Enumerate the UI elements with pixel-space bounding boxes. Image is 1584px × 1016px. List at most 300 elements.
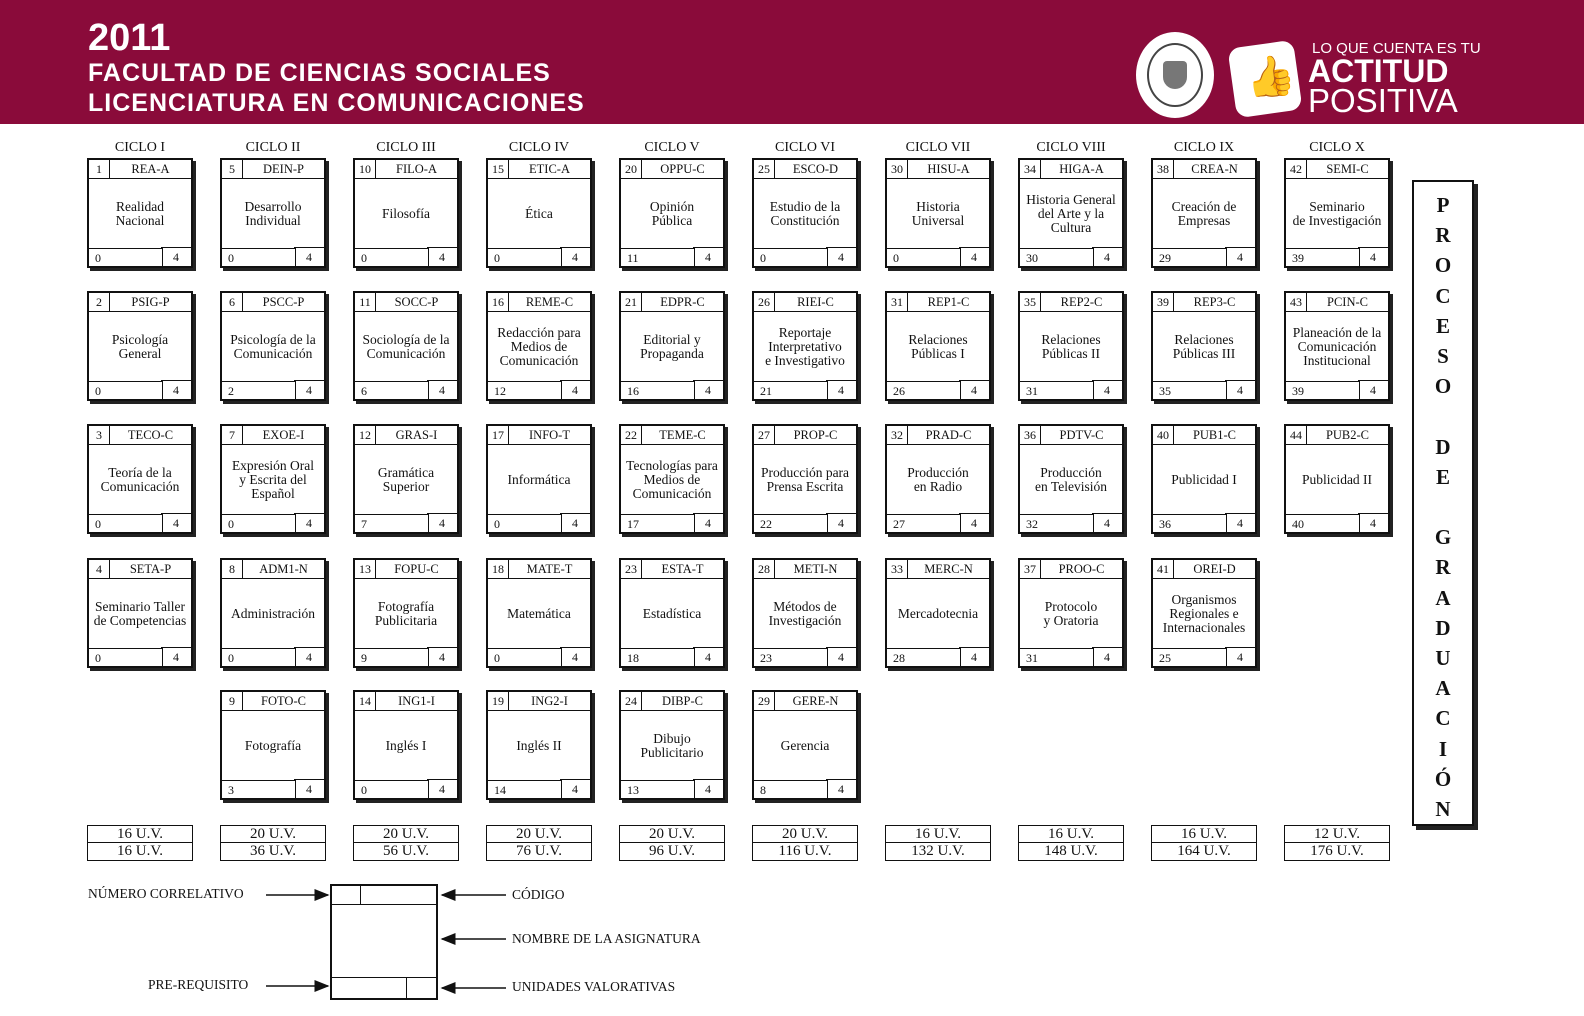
- course-name: Relaciones Públicas I: [908, 332, 968, 361]
- course-number: 14: [355, 692, 376, 711]
- course-code: PROP-C: [775, 426, 856, 445]
- graduation-process-box: [1412, 180, 1474, 826]
- course-code: TECO-C: [110, 426, 191, 445]
- course-units: 4: [1225, 247, 1255, 266]
- course-code: DIBP-C: [642, 692, 723, 711]
- course-number: 43: [1286, 293, 1307, 312]
- course-code: PSCC-P: [243, 293, 324, 312]
- course-code: MATE-T: [509, 560, 590, 579]
- course-prerequisite: 28: [887, 648, 961, 666]
- course-name: Tecnologías para Medios de Comunicación: [626, 458, 718, 501]
- uv-total-box: [885, 825, 991, 861]
- uv-cycle-total: 20 U.V.: [620, 826, 724, 843]
- course-card: [752, 690, 858, 800]
- course-prerequisite: 32: [1020, 514, 1094, 532]
- course-number: 28: [754, 560, 775, 579]
- course-prerequisite: 0: [355, 248, 429, 266]
- course-name: Publicidad I: [1171, 472, 1237, 487]
- course-name: Inglés I: [385, 738, 427, 753]
- course-number: 12: [355, 426, 376, 445]
- course-number: 22: [621, 426, 642, 445]
- course-units: 4: [826, 779, 856, 798]
- course-number: 23: [621, 560, 642, 579]
- course-prerequisite: 31: [1020, 381, 1094, 399]
- course-card: [885, 558, 991, 668]
- course-card: [87, 424, 193, 534]
- course-number: 40: [1153, 426, 1174, 445]
- course-number: 13: [355, 560, 376, 579]
- course-card: [1151, 424, 1257, 534]
- course-card: [353, 158, 459, 268]
- course-units: 4: [826, 380, 856, 399]
- course-prerequisite: 9: [355, 648, 429, 666]
- course-name: Fotografía: [244, 738, 302, 753]
- course-units: 4: [1092, 513, 1122, 532]
- uv-cycle-total: 16 U.V.: [88, 826, 192, 843]
- course-code: RIEI-C: [775, 293, 856, 312]
- course-code: TEME-C: [642, 426, 723, 445]
- slogan-line-2: ACTITUD: [1308, 53, 1449, 89]
- thumbs-up-icon: 👍: [1227, 40, 1302, 119]
- course-card: [220, 690, 326, 800]
- course-name: Matemática: [507, 606, 571, 621]
- course-units: 4: [294, 779, 324, 798]
- course-name: Estudio de la Constitución: [769, 199, 841, 228]
- course-prerequisite: 18: [621, 648, 695, 666]
- course-code: PRAD-C: [908, 426, 989, 445]
- course-card: [220, 424, 326, 534]
- course-code: EDPR-C: [642, 293, 723, 312]
- cycle-header: CICLO V: [644, 140, 700, 155]
- course-prerequisite: 0: [222, 248, 296, 266]
- uv-total-box: [1018, 825, 1124, 861]
- course-prerequisite: 26: [887, 381, 961, 399]
- course-number: 16: [488, 293, 509, 312]
- course-number: 3: [89, 426, 110, 445]
- uv-cycle-total: 20 U.V.: [354, 826, 458, 843]
- course-prerequisite: 3: [222, 780, 296, 798]
- course-units: 4: [1092, 247, 1122, 266]
- course-units: 4: [427, 513, 457, 532]
- course-prerequisite: 22: [754, 514, 828, 532]
- uv-total-box: [619, 825, 725, 861]
- course-card: [220, 291, 326, 401]
- course-name: Producción en Televisión: [1035, 465, 1107, 494]
- course-name: Planeación de la Comunicación Institucional: [1292, 325, 1382, 368]
- course-number: 38: [1153, 160, 1174, 179]
- course-number: 11: [355, 293, 376, 312]
- uv-cumulative-total: 132 U.V.: [911, 843, 965, 859]
- course-code: ETIC-A: [509, 160, 590, 179]
- uv-total-box: [353, 825, 459, 861]
- course-number: 32: [887, 426, 908, 445]
- course-card: [619, 424, 725, 534]
- course-number: 29: [754, 692, 775, 711]
- legend-prerequisite-cell: [332, 977, 407, 998]
- course-name: Realidad Nacional: [115, 199, 165, 228]
- course-number: 19: [488, 692, 509, 711]
- course-name: Seminario Taller de Competencias: [93, 599, 187, 628]
- course-code: PUB1-C: [1174, 426, 1255, 445]
- uv-cycle-total: 20 U.V.: [487, 826, 591, 843]
- course-card: [885, 291, 991, 401]
- course-card: [353, 690, 459, 800]
- course-number: 5: [222, 160, 243, 179]
- course-units: 4: [959, 380, 989, 399]
- course-prerequisite: 0: [222, 514, 296, 532]
- course-card: [885, 158, 991, 268]
- course-number: 6: [222, 293, 243, 312]
- cycle-header: CICLO III: [376, 140, 436, 155]
- cycle-header: CICLO VI: [774, 140, 836, 155]
- course-units: 4: [427, 247, 457, 266]
- course-name: Producción para Prensa Escrita: [760, 465, 850, 494]
- course-number: 7: [222, 426, 243, 445]
- course-number: 26: [754, 293, 775, 312]
- course-card: [752, 158, 858, 268]
- slogan-line-1: LO QUE CUENTA ES TU: [1312, 40, 1481, 57]
- course-code: SETA-P: [110, 560, 191, 579]
- legend-code-cell: [361, 886, 436, 905]
- course-prerequisite: 0: [488, 514, 562, 532]
- uv-cumulative-total: 176 U.V.: [1310, 843, 1364, 859]
- course-code: SOCC-P: [376, 293, 457, 312]
- course-name: Informática: [507, 472, 571, 487]
- course-name: Redacción para Medios de Comunicación: [497, 325, 581, 368]
- course-code: PCIN-C: [1307, 293, 1388, 312]
- course-code: REP3-C: [1174, 293, 1255, 312]
- course-card: [1018, 158, 1124, 268]
- uv-cycle-total: 20 U.V.: [753, 826, 857, 843]
- course-code: PSIG-P: [110, 293, 191, 312]
- course-card: [1018, 558, 1124, 668]
- course-number: 18: [488, 560, 509, 579]
- course-number: 17: [488, 426, 509, 445]
- course-prerequisite: 0: [355, 780, 429, 798]
- course-units: 4: [959, 647, 989, 666]
- course-card: [353, 558, 459, 668]
- course-name: Publicidad II: [1301, 472, 1373, 487]
- course-card: [486, 291, 592, 401]
- cycle-header: CICLO X: [1309, 140, 1365, 155]
- course-number: 2: [89, 293, 110, 312]
- course-units: 4: [427, 647, 457, 666]
- course-prerequisite: 35: [1153, 381, 1227, 399]
- course-code: METI-N: [775, 560, 856, 579]
- cycle-header: CICLO IV: [508, 140, 570, 155]
- course-units: 4: [1358, 247, 1388, 266]
- course-code: HIGA-A: [1041, 160, 1122, 179]
- course-number: 39: [1153, 293, 1174, 312]
- cycle-header: CICLO II: [245, 140, 301, 155]
- course-card: [1284, 291, 1390, 401]
- uv-cumulative-total: 116 U.V.: [778, 843, 832, 859]
- course-card: [353, 291, 459, 401]
- course-card: [619, 690, 725, 800]
- course-code: GRAS-I: [376, 426, 457, 445]
- course-code: FOPU-C: [376, 560, 457, 579]
- course-number: 15: [488, 160, 509, 179]
- course-number: 41: [1153, 560, 1174, 579]
- course-prerequisite: 0: [89, 248, 163, 266]
- course-units: 4: [959, 513, 989, 532]
- course-code: REP2-C: [1041, 293, 1122, 312]
- course-prerequisite: 7: [355, 514, 429, 532]
- course-number: 35: [1020, 293, 1041, 312]
- course-code: MERC-N: [908, 560, 989, 579]
- course-name: Psicología General: [111, 332, 169, 361]
- course-card: [486, 424, 592, 534]
- course-units: 4: [427, 779, 457, 798]
- course-number: 31: [887, 293, 908, 312]
- course-card: [486, 158, 592, 268]
- course-code: GERE-N: [775, 692, 856, 711]
- course-code: PDTV-C: [1041, 426, 1122, 445]
- course-name: Ética: [525, 206, 553, 221]
- course-prerequisite: 39: [1286, 381, 1360, 399]
- course-units: 4: [693, 779, 723, 798]
- course-name: Opinión Pública: [649, 199, 695, 228]
- course-card: [1284, 424, 1390, 534]
- course-number: 30: [887, 160, 908, 179]
- course-number: 42: [1286, 160, 1307, 179]
- course-prerequisite: 23: [754, 648, 828, 666]
- uv-total-box: [486, 825, 592, 861]
- uv-total-box: [1151, 825, 1257, 861]
- course-units: 4: [826, 247, 856, 266]
- uv-cycle-total: 16 U.V.: [1152, 826, 1256, 843]
- course-units: 4: [1225, 647, 1255, 666]
- course-number: 44: [1286, 426, 1307, 445]
- course-card: [885, 424, 991, 534]
- course-code: OREI-D: [1174, 560, 1255, 579]
- course-number: 1: [89, 160, 110, 179]
- course-units: 4: [1358, 380, 1388, 399]
- university-seal-logo: [1136, 32, 1214, 118]
- course-code: EXOE-I: [243, 426, 324, 445]
- cycle-header: CICLO I: [114, 140, 166, 155]
- course-code: REP1-C: [908, 293, 989, 312]
- course-units: 4: [161, 380, 191, 399]
- course-card: [353, 424, 459, 534]
- course-card: [486, 690, 592, 800]
- course-number: 21: [621, 293, 642, 312]
- uv-total-box: [752, 825, 858, 861]
- course-units: 4: [1225, 513, 1255, 532]
- course-name: Organismos Regionales e Internacionales: [1162, 592, 1246, 635]
- course-prerequisite: 39: [1286, 248, 1360, 266]
- course-card: [1018, 291, 1124, 401]
- course-card: [87, 291, 193, 401]
- course-card: [1151, 291, 1257, 401]
- legend-numero-label: NÚMERO CORRELATIVO: [88, 886, 244, 901]
- course-code: ING2-I: [509, 692, 590, 711]
- program-title: LICENCIATURA EN COMUNICACIONES: [88, 89, 585, 117]
- course-prerequisite: 0: [89, 514, 163, 532]
- course-code: FILO-A: [376, 160, 457, 179]
- course-units: 4: [161, 247, 191, 266]
- course-units: 4: [693, 513, 723, 532]
- course-number: 9: [222, 692, 243, 711]
- course-number: 8: [222, 560, 243, 579]
- uv-total-box: [1284, 825, 1390, 861]
- uv-cycle-total: 20 U.V.: [221, 826, 325, 843]
- course-units: 4: [560, 247, 590, 266]
- course-units: 4: [161, 513, 191, 532]
- course-units: 4: [294, 380, 324, 399]
- legend-prerequisito-label: PRE-REQUISITO: [148, 977, 249, 992]
- course-prerequisite: 13: [621, 780, 695, 798]
- course-name: Desarrollo Individual: [244, 199, 302, 228]
- legend-sample-card: [330, 884, 438, 1000]
- course-code: DEIN-P: [243, 160, 324, 179]
- uv-cycle-total: 16 U.V.: [886, 826, 990, 843]
- course-prerequisite: 14: [488, 780, 562, 798]
- legend-number-cell: [332, 886, 361, 905]
- course-code: OPPU-C: [642, 160, 723, 179]
- legend-codigo-label: CÓDIGO: [512, 887, 565, 902]
- course-name: Creación de Empresas: [1171, 199, 1237, 228]
- course-prerequisite: 0: [754, 248, 828, 266]
- course-name: Protocolo y Oratoria: [1043, 599, 1099, 628]
- course-card: [87, 558, 193, 668]
- course-units: 4: [1092, 380, 1122, 399]
- course-name: Editorial y Propaganda: [640, 332, 704, 361]
- course-name: Historia Universal: [911, 199, 965, 228]
- course-name: Inglés II: [516, 738, 562, 753]
- course-units: 4: [826, 513, 856, 532]
- uv-cumulative-total: 76 U.V.: [516, 843, 562, 859]
- course-prerequisite: 0: [89, 648, 163, 666]
- slogan-line-3: POSITIVA: [1308, 82, 1458, 119]
- course-units: 4: [1358, 513, 1388, 532]
- course-number: 25: [754, 160, 775, 179]
- course-number: 24: [621, 692, 642, 711]
- course-name: Mercadotecnia: [897, 606, 979, 621]
- uv-cumulative-total: 148 U.V.: [1044, 843, 1098, 859]
- course-number: 34: [1020, 160, 1041, 179]
- course-prerequisite: 0: [89, 381, 163, 399]
- course-number: 10: [355, 160, 376, 179]
- course-units: 4: [427, 380, 457, 399]
- uv-cumulative-total: 16 U.V.: [117, 843, 163, 859]
- course-card: [220, 158, 326, 268]
- course-units: 4: [560, 647, 590, 666]
- header-banner: [0, 0, 1584, 124]
- course-name: Filosofía: [381, 206, 430, 221]
- course-code: SEMI-C: [1307, 160, 1388, 179]
- course-code: REME-C: [509, 293, 590, 312]
- course-units: 4: [693, 247, 723, 266]
- graduation-process-label: P R O C E S O D E G R A D U A C I Ó N: [1434, 193, 1452, 822]
- course-card: [619, 158, 725, 268]
- course-number: 4: [89, 560, 110, 579]
- faculty-title: FACULTAD DE CIENCIAS SOCIALES: [88, 59, 551, 87]
- course-card: [1151, 558, 1257, 668]
- course-card: [87, 158, 193, 268]
- course-code: ADM1-N: [243, 560, 324, 579]
- course-name: Relaciones Públicas II: [1041, 332, 1101, 361]
- course-code: REA-A: [110, 160, 191, 179]
- course-units: 4: [826, 647, 856, 666]
- course-number: 36: [1020, 426, 1041, 445]
- cycle-header: CICLO IX: [1173, 140, 1235, 155]
- course-code: HISU-A: [908, 160, 989, 179]
- course-code: INFO-T: [509, 426, 590, 445]
- uv-cycle-total: 16 U.V.: [1019, 826, 1123, 843]
- course-units: 4: [959, 247, 989, 266]
- course-card: [1018, 424, 1124, 534]
- course-units: 4: [693, 380, 723, 399]
- course-prerequisite: 17: [621, 514, 695, 532]
- course-name: Fotografía Publicitaria: [374, 599, 438, 628]
- legend-units-cell: [405, 977, 436, 998]
- course-card: [1151, 158, 1257, 268]
- course-units: 4: [560, 380, 590, 399]
- seal-emblem-icon: [1147, 43, 1203, 107]
- course-prerequisite: 11: [621, 248, 695, 266]
- course-card: [752, 558, 858, 668]
- course-name: Administración: [231, 606, 315, 621]
- course-code: ESTA-T: [642, 560, 723, 579]
- course-name: Métodos de Investigación: [768, 599, 842, 628]
- course-prerequisite: 36: [1153, 514, 1227, 532]
- course-code: FOTO-C: [243, 692, 324, 711]
- course-number: 27: [754, 426, 775, 445]
- course-number: 20: [621, 160, 642, 179]
- course-units: 4: [560, 513, 590, 532]
- year-title: 2011: [88, 17, 171, 59]
- course-name: Dibujo Publicitario: [640, 731, 704, 760]
- course-name: Producción en Radio: [907, 465, 969, 494]
- uv-total-box: [220, 825, 326, 861]
- course-prerequisite: 27: [887, 514, 961, 532]
- course-name: Psicología de la Comunicación: [230, 332, 316, 361]
- course-card: [619, 558, 725, 668]
- course-name: Gerencia: [780, 738, 830, 753]
- course-name: Sociología de la Comunicación: [362, 332, 450, 361]
- course-prerequisite: 16: [621, 381, 695, 399]
- course-units: 4: [693, 647, 723, 666]
- course-card: [1284, 158, 1390, 268]
- cycle-header: CICLO VIII: [1036, 140, 1106, 155]
- course-name: Gramática Superior: [377, 465, 435, 494]
- course-prerequisite: 31: [1020, 648, 1094, 666]
- course-code: CREA-N: [1174, 160, 1255, 179]
- course-card: [486, 558, 592, 668]
- course-name: Reportaje Interpretativo e Investigativo: [765, 325, 845, 368]
- course-units: 4: [294, 513, 324, 532]
- course-prerequisite: 12: [488, 381, 562, 399]
- course-units: 4: [1225, 380, 1255, 399]
- legend-unidades-label: UNIDADES VALORATIVAS: [512, 979, 676, 994]
- legend-nombre-label: NOMBRE DE LA ASIGNATURA: [512, 931, 701, 946]
- course-prerequisite: 0: [222, 648, 296, 666]
- course-name: Historia General del Arte y la Cultura: [1026, 192, 1116, 235]
- course-prerequisite: 0: [887, 248, 961, 266]
- course-name: Estadística: [642, 606, 702, 621]
- course-prerequisite: 6: [355, 381, 429, 399]
- course-prerequisite: 21: [754, 381, 828, 399]
- course-code: PUB2-C: [1307, 426, 1388, 445]
- course-code: ESCO-D: [775, 160, 856, 179]
- course-prerequisite: 0: [488, 648, 562, 666]
- course-card: [619, 291, 725, 401]
- course-units: 4: [161, 647, 191, 666]
- course-name: Relaciones Públicas III: [1172, 332, 1236, 361]
- uv-cumulative-total: 56 U.V.: [383, 843, 429, 859]
- course-number: 37: [1020, 560, 1041, 579]
